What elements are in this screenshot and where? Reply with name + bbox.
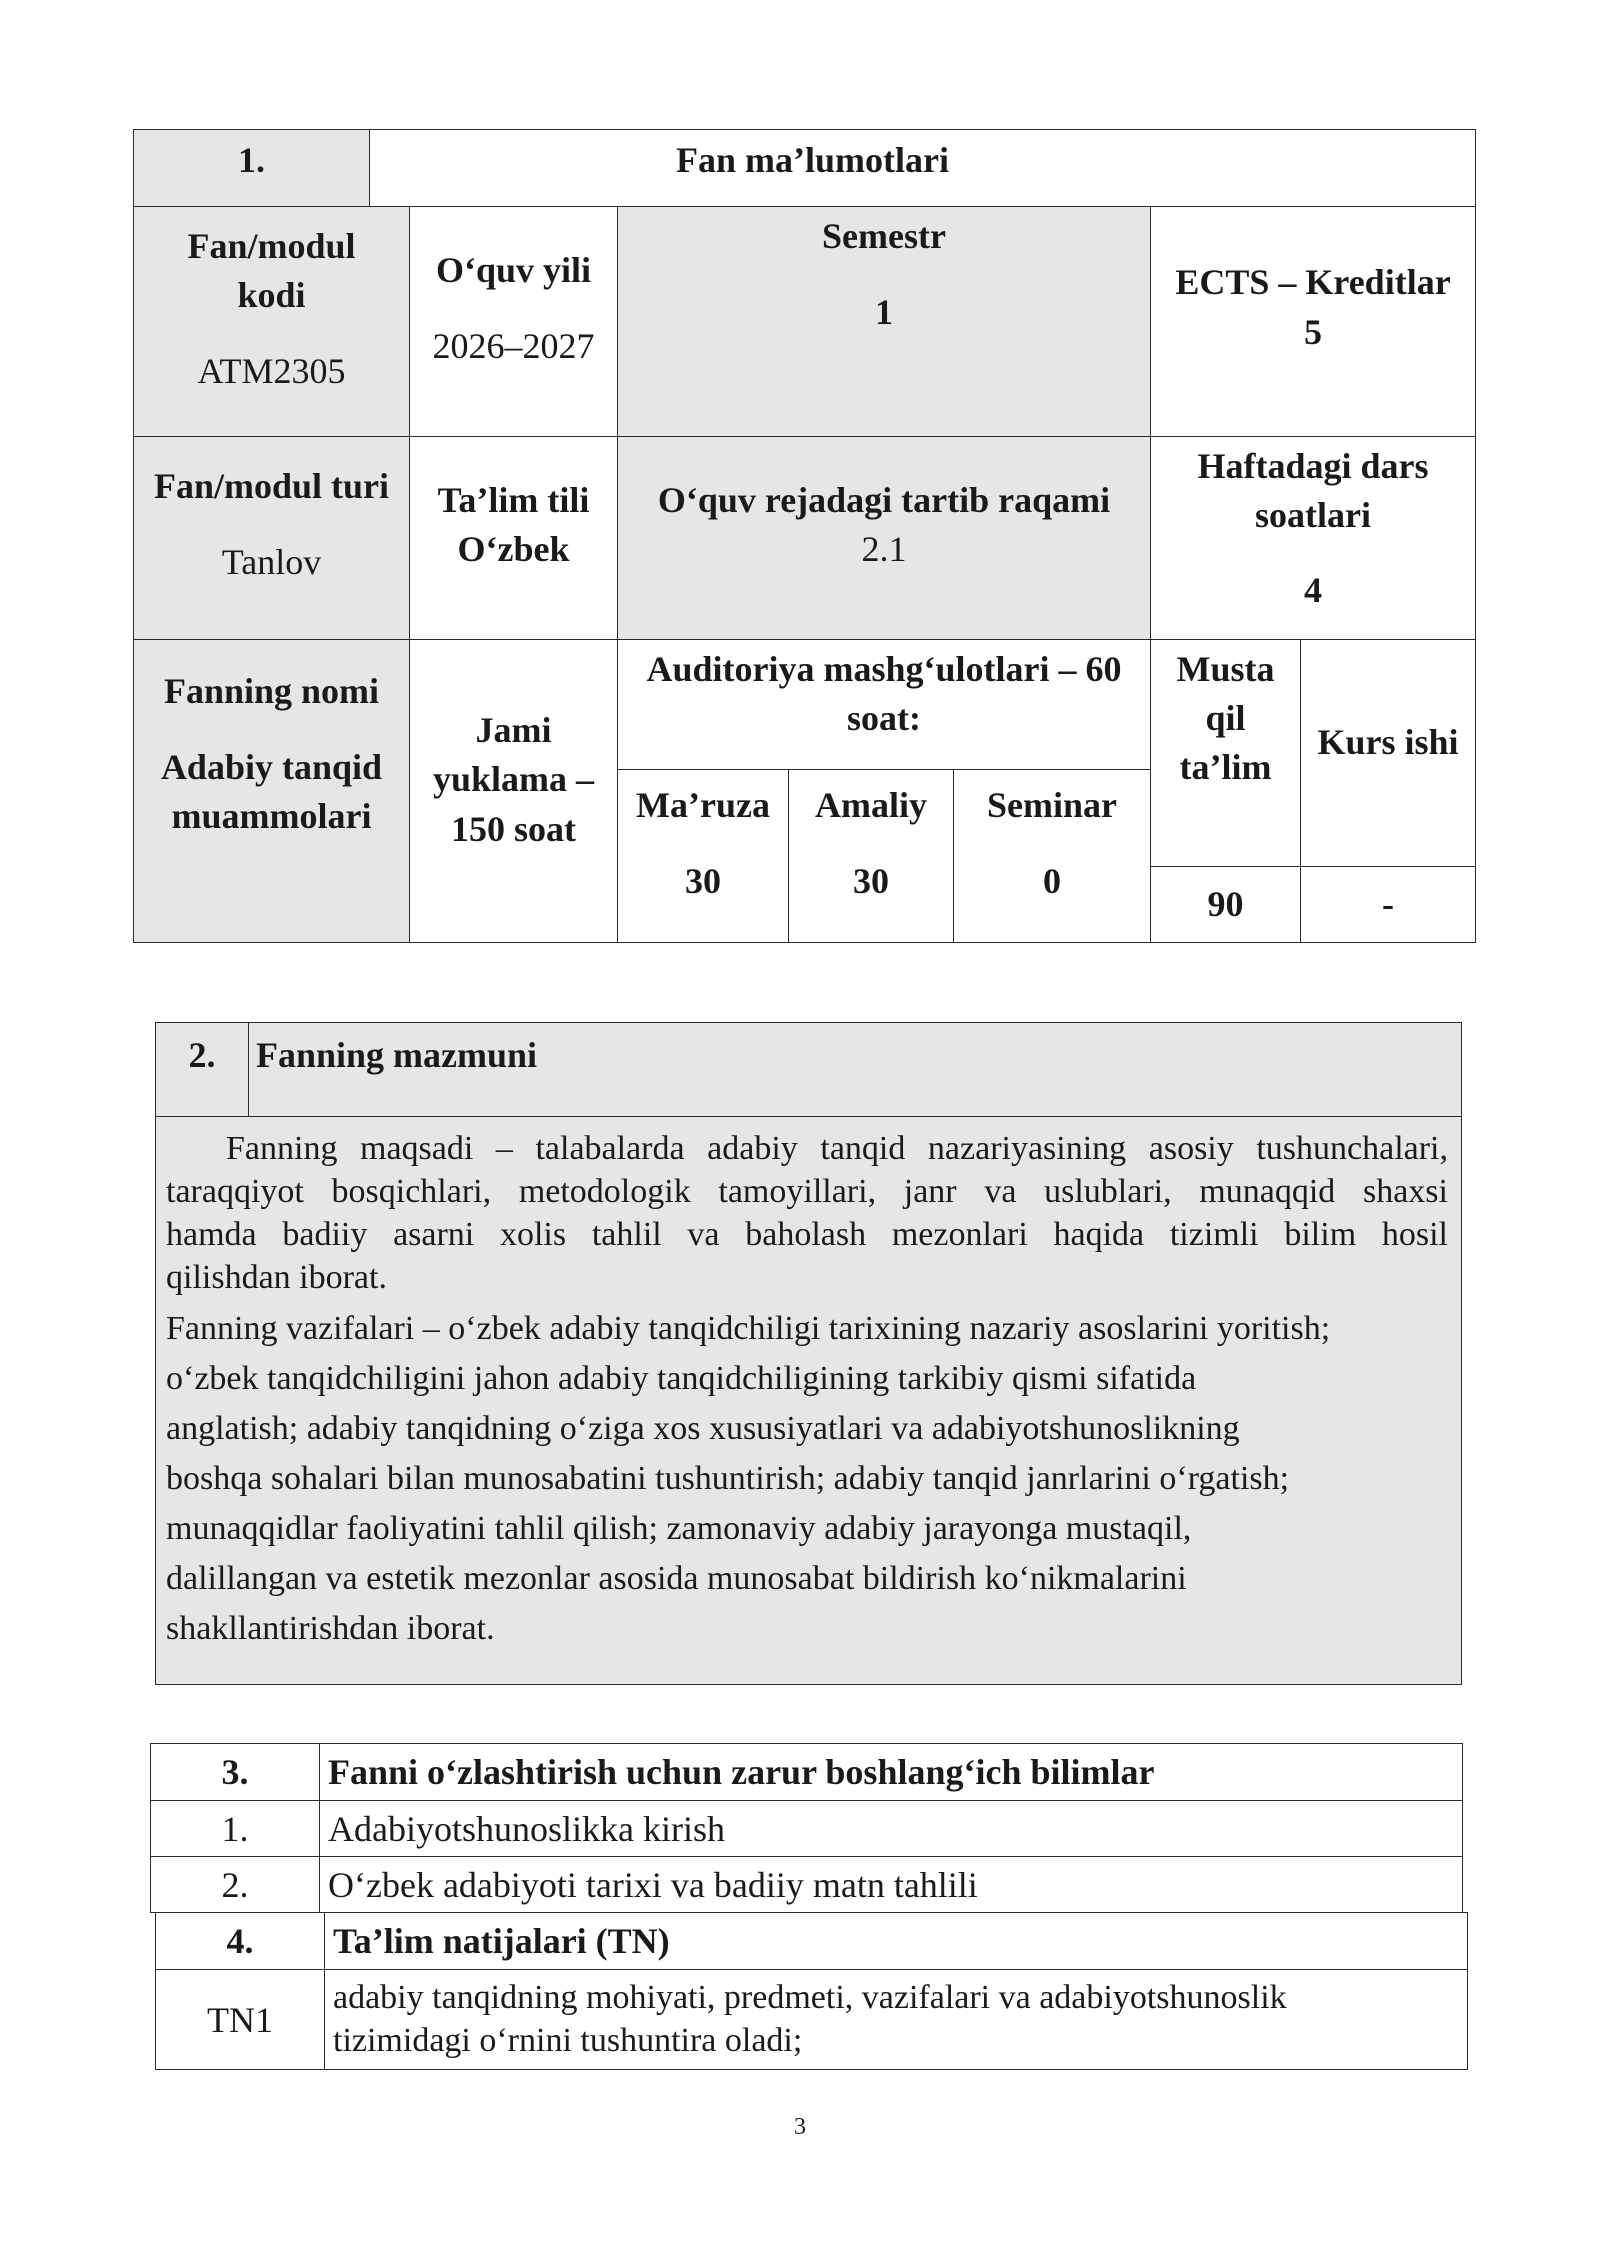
course-name-value-1: Adabiy tanqid [160,747,383,787]
section2-number-cell [155,1022,249,1117]
academic-year-cell [409,206,618,437]
curriculum-order-label: O‘quv rejadagi tartib raqami [657,480,1111,520]
tasks-line-2: o‘zbek tanqidchiligini jahon adabiy tanqidchiligining tarkibiy qismi sifatida [166,1360,1197,1397]
practical-value: 30 [853,861,889,901]
section1-title: Fan ma’lumotlari [676,140,949,180]
prerequisite-text: O‘zbek adabiyoti tarixi va badiiy matn tahlili [328,1865,978,1905]
course-name-value-2: muammolari [171,796,372,836]
course-code-label-1: Fan/modul [187,226,356,266]
course-code-cell [133,206,410,437]
semester-value: 1 [875,292,893,332]
outcome-line-2: tizimidagi o‘rnini tushuntira oladi; [333,2022,803,2059]
section2-title-cell [248,1022,1462,1117]
table-row [150,1856,320,1913]
section4-title: Ta’lim natijalari (TN) [333,1921,670,1961]
aim-line-2: taraqqiyot bosqichlari, metodologik tamoyillari, janr va uslublari, munaqqid shaxsi [166,1173,1448,1210]
tasks-line-6: dalillangan va estetik mezonlar asosida munosabat bildirish ko‘nikmalarini [166,1560,1187,1597]
aim-line-1: Fanning maqsadi – talabalarda adabiy tanqid nazariyasining asosiy tushunchalari, [226,1130,1448,1167]
section2-body-cell [155,1116,1462,1685]
semester-label: Semestr [822,216,946,256]
academic-year-label: O‘quv yili [435,250,592,290]
semester-cell [617,206,1151,437]
total-load-cell [409,639,618,943]
teaching-language-label: Ta’lim tili [437,480,590,520]
practical-cell [788,769,954,943]
seminar-cell [953,769,1151,943]
prerequisite-text: Adabiyotshunoslikka kirish [328,1809,725,1849]
practical-label: Amaliy [815,785,927,825]
module-type-label: Fan/modul turi [153,466,390,506]
seminar-label: Seminar [987,785,1117,825]
table-row [319,1856,1463,1913]
table-row [319,1800,1463,1857]
ects-cell [1150,206,1476,437]
table-row [155,1969,325,2070]
lecture-value: 30 [685,861,721,901]
teaching-language-value: O‘zbek [457,529,570,569]
tasks-line-3: anglatish; adabiy tanqidning o‘ziga xos xususiyatlari va adabiyotshunoslikning [166,1410,1240,1447]
course-work-value: - [1382,884,1394,924]
weekly-hours-label-1: Haftadagi dars [1197,446,1429,486]
table-row [324,1969,1468,2070]
total-load-line-3: 150 soat [451,809,576,849]
weekly-hours-value: 4 [1304,570,1322,610]
section1-title-cell [369,129,1476,207]
self-study-line-3: ta’lim [1179,747,1272,787]
total-load-line-2: yuklama – [432,759,595,799]
course-work-cell [1300,639,1476,867]
section2-title: Fanning mazmuni [256,1035,538,1075]
course-name-cell [133,639,410,943]
curriculum-order-value: 2.1 [861,529,907,569]
auditorium-hours-line-1: Auditoriya mashg‘ulotlari – 60 [646,649,1122,689]
auditorium-hours-cell [617,639,1151,770]
section3-number-cell [150,1743,320,1801]
curriculum-order-cell [617,436,1151,640]
section3-title-cell [319,1743,1463,1801]
tasks-line-1: Fanning vazifalari – o‘zbek adabiy tanqidchiligi tarixining nazariy asoslarini yoritish; [166,1310,1331,1347]
course-code-label-2: kodi [237,275,306,315]
table-row [150,1800,320,1857]
page-number: 3 [794,2114,806,2140]
ects-label: ECTS – Kreditlar [1175,262,1451,302]
course-aim-paragraph [166,1127,1448,1299]
total-load-line-1: Jami [475,710,552,750]
tasks-line-4: boshqa sohalari bilan munosabatini tushuntirish; adabiy tanqid janrlarini o‘rgatish; [166,1460,1290,1497]
lecture-cell [617,769,789,943]
module-type-value: Tanlov [221,542,322,582]
module-type-cell [133,436,410,640]
section4-title-cell [324,1912,1468,1970]
tasks-line-7: shakllantirishdan iborat. [166,1610,495,1647]
course-tasks-paragraph [166,1304,1456,1654]
section3-title: Fanni o‘zlashtirish uchun zarur boshlang‘ich bilimlar [328,1752,1155,1792]
course-work-value-cell [1300,866,1476,943]
teaching-language-cell [409,436,618,640]
auditorium-hours-line-2: soat: [847,698,921,738]
course-name-label: Fanning nomi [163,671,380,711]
self-study-cell [1150,639,1301,867]
aim-line-3: hamda badiiy asarni xolis tahlil va baholash mezonlari haqida tizimli bilim hosil [166,1216,1448,1253]
course-work-label: Kurs ishi [1317,722,1459,762]
self-study-value-cell [1150,866,1301,943]
outcome-code: TN1 [207,2000,273,2040]
aim-line-4: qilishdan iborat. [166,1259,387,1296]
section1-number: 1. [238,140,265,180]
weekly-hours-label-2: soatlari [1255,495,1371,535]
prerequisite-number: 2. [221,1865,249,1905]
prerequisite-number: 1. [221,1809,249,1849]
lecture-label: Ma’ruza [636,785,770,825]
section2-number: 2. [188,1035,216,1075]
ects-value: 5 [1304,312,1322,352]
academic-year-value: 2026–2027 [432,326,595,366]
section3-number: 3. [221,1752,249,1792]
section4-number: 4. [226,1921,254,1961]
section4-number-cell [155,1912,325,1970]
section1-number-cell [133,129,370,207]
seminar-value: 0 [1043,861,1061,901]
self-study-line-2: qil [1205,698,1246,738]
outcome-line-1: adabiy tanqidning mohiyati, predmeti, vazifalari va adabiyotshunoslik [333,1979,1287,2016]
weekly-hours-cell [1150,436,1476,640]
self-study-line-1: Musta [1176,649,1275,689]
tasks-line-5: munaqqidlar faoliyatini tahlil qilish; zamonaviy adabiy jarayonga mustaqil, [166,1510,1192,1547]
course-code-value: ATM2305 [197,351,346,391]
outcome-text [333,1976,1287,2062]
self-study-value: 90 [1207,884,1244,924]
